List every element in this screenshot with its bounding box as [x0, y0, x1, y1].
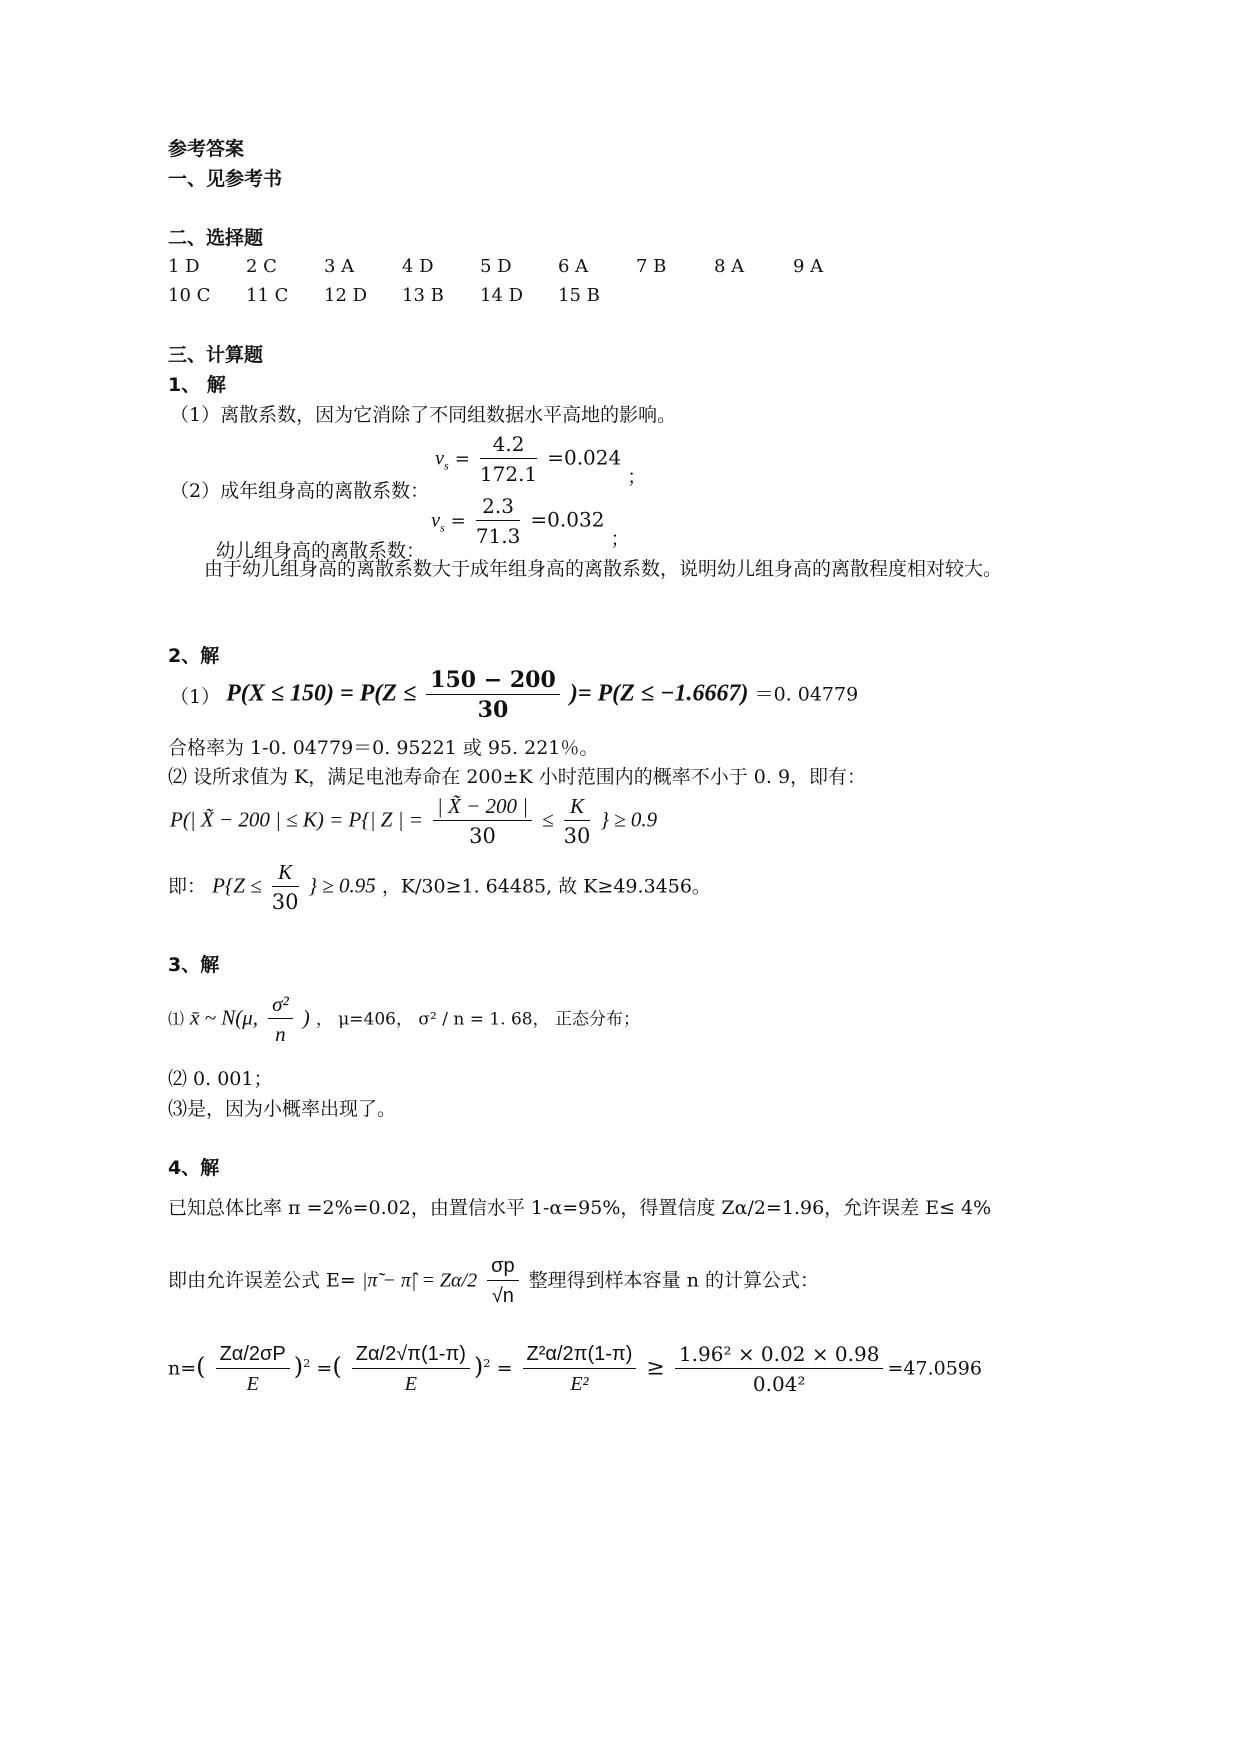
answer-item: 10 C	[168, 285, 211, 306]
answer-item: 4 D	[402, 256, 434, 277]
answer-item: 13 B	[402, 285, 444, 306]
q1-conclusion: 由于幼儿组身高的离散系数大于成年组身高的离散系数，说明幼儿组身高的离散程度相对较大。	[204, 558, 1003, 580]
q3-part3: ⑶是，因为小概率出现了。	[168, 1098, 397, 1120]
q1-fraction-adult: $\frac{4.2}{172.1}$	[479, 432, 538, 486]
q3-label: 3、解	[168, 954, 220, 976]
answer-item: 14 D	[480, 285, 524, 306]
answer-item: 7 B	[636, 256, 667, 277]
q4-part1: 已知总体比率 π =2%=0.02，由置信水平 1-α=95%，得置信度 Zα/2=1.96，允许误差 E≤ 4%	[168, 1197, 992, 1219]
section-1-heading: 一、见参考书	[168, 168, 283, 190]
q2-label: 2、解	[168, 645, 220, 667]
q2-probability-eq: P(| X̃ − 200 | ≤ K) = P{| Z | = $\frac{| X̃ - 200 |}{30}$ ≤ $\frac{K}{30}$ } ≥ 0.9	[170, 794, 658, 848]
q3-part1: ⑴ x̄ ~ N(μ, $\frac{\text{σ²}}{n}$ ) ， μ=406， σ² / n = 1. 68， 正态分布；	[168, 992, 641, 1046]
q1-part3: 幼儿组身高的离散系数： $v_s$ = $\frac{2.3}{71.3}$ =0.032 ；	[216, 494, 630, 562]
answer-item: 5 D	[480, 256, 512, 277]
q1-label: 1、 解	[168, 374, 226, 396]
answer-item: 8 A	[714, 256, 745, 277]
answer-item: 3 A	[324, 256, 355, 277]
section-3-heading: 三、计算题	[168, 344, 264, 366]
q2-part2-intro: ⑵ 设所求值为 K，满足电池寿命在 200±K 小时范围内的概率不小于 0. 9，即有：	[168, 766, 867, 788]
answer-item: 12 D	[324, 285, 368, 306]
answer-item: 6 A	[558, 256, 589, 277]
answer-item: 15 B	[558, 285, 600, 306]
q4-label: 4、解	[168, 1157, 220, 1179]
q2-result: 即： P{Z ≤ $\frac{K}{30}$ } ≥ 0.95 ，K/30≥1. 64485, 故 K≥49.3456。	[168, 860, 711, 914]
answer-item: 2 C	[246, 256, 277, 277]
q1-part2: （2）成年组身高的离散系数： $v_s$ = $\frac{4.2}{172.1}$ =0.024 ；	[170, 432, 647, 502]
q2-pass-rate: 合格率为 1-0. 04779＝0. 95221 或 95. 221％。	[168, 737, 599, 759]
q3-part2: ⑵ 0. 001；	[168, 1068, 273, 1090]
answer-item: 11 C	[246, 285, 289, 306]
q2-fraction-z: $\frac{150 - 200}{30}$	[426, 666, 560, 725]
q1-part1: （1）离散系数，因为它消除了不同组数据水平高地的影响。	[170, 404, 677, 426]
section-2-heading: 二、选择题	[168, 227, 264, 249]
page-title: 参考答案	[168, 138, 245, 160]
q1-fraction-child: $\frac{2.3}{71.3}$	[475, 494, 521, 548]
q4-sample-size-formula: n=( $\frac{Z\alpha/2\sigma P}{E}$ )$^2$ =( $\frac{Z\alpha/2√\pi(1-\pi)}{E}$ )$^2$ = $\frac{\text{Z²α/2π(1-π)}}{\text{E²}}$ ≥ $\frac{\text{1.96² × 0.02 × 0.98}}{\text{0.04²}}$ =47.0596	[168, 1342, 982, 1396]
q2-part1: （1） P(X ≤ 150) = P(Z ≤ $\frac{150 - 200}{30}$ )= P(Z ≤ −1.6667) ＝0. 04779	[170, 667, 859, 723]
answer-item: 1 D	[168, 256, 200, 277]
q4-part2: 即由允许误差公式 E= |π̃ − π̂| = Zα/2 $\frac{\sigma p}{√n}$ 整理得到样本容量 n 的计算公式：	[168, 1252, 819, 1311]
answer-item: 9 A	[793, 256, 824, 277]
